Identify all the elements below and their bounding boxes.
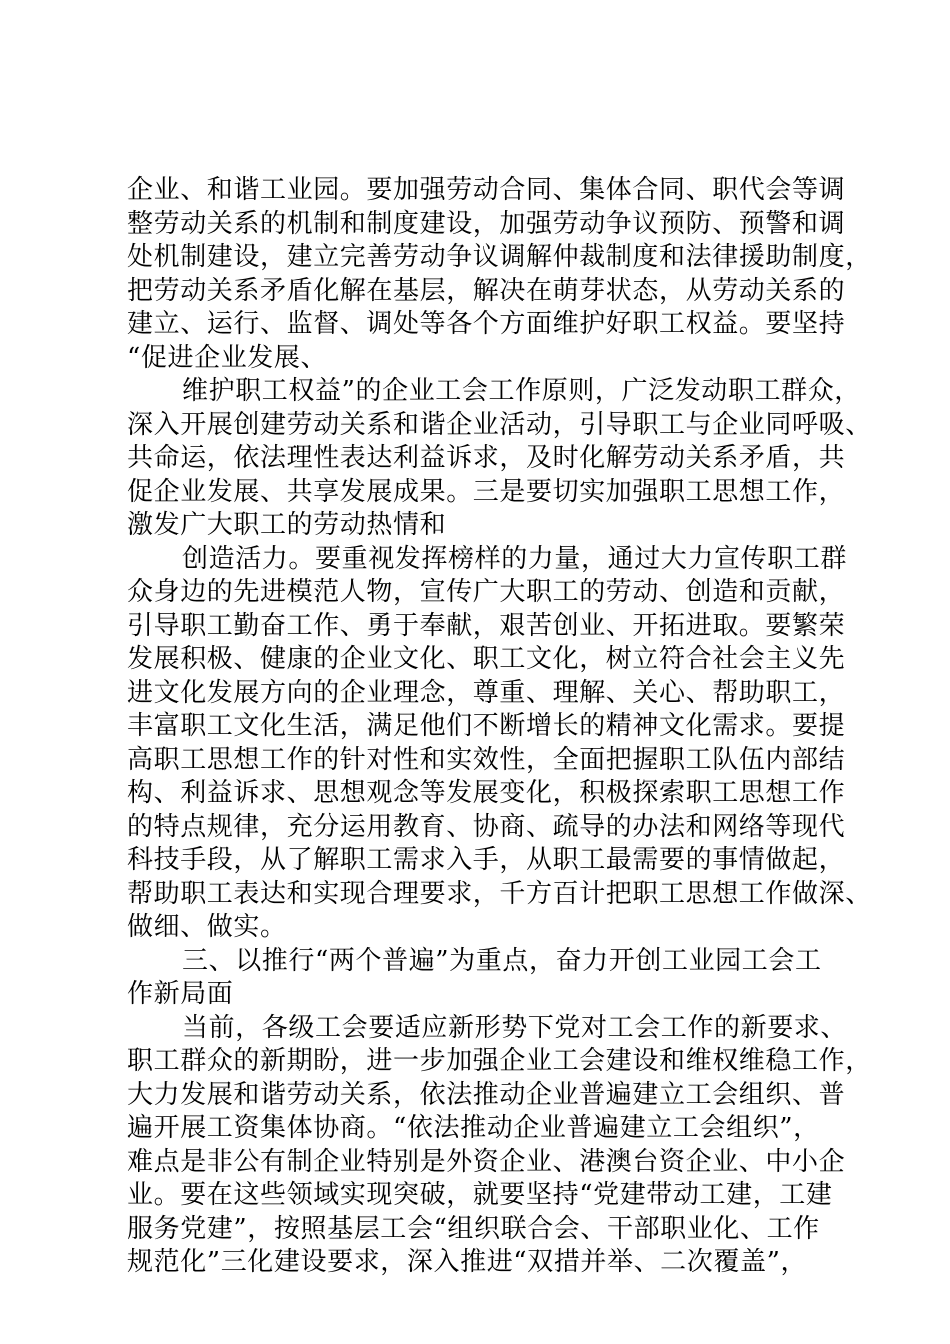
- text-line: 维护职工权益”的企业工会工作原则，广泛发动职工群众，: [182, 376, 861, 406]
- text-line: 把劳动关系矛盾化解在基层，解决在萌芽状态，从劳动关系的: [127, 275, 846, 306]
- text-line: 整劳动关系的机制和制度建设，加强劳动争议预防、预警和调: [127, 208, 846, 239]
- text-line: 处机制建设，建立完善劳动争议调解仲裁制度和法律援助制度，: [127, 242, 872, 272]
- text-line: 进文化发展方向的企业理念，尊重、理解、关心、帮助职工，: [127, 677, 846, 708]
- body-text: [127, 174, 872, 1280]
- text-line: 职工群众的新期盼，进一步加强企业工会建设和维权维稳工作，: [127, 1046, 872, 1076]
- text-line: 三、以推行“两个普遍”为重点，奋力开创工业园工会工: [182, 945, 822, 976]
- text-line: 深入开展创建劳动关系和谐企业活动，引导职工与企业同呼吸、: [127, 409, 872, 440]
- text-line: 科技手段，从了解职工需求入手，从职工最需要的事情做起，: [127, 845, 846, 875]
- text-line: 大力发展和谐劳动关系，依法推动企业普遍建立工会组织、普: [127, 1079, 846, 1110]
- text-line: 众身边的先进模范人物，宣传广大职工的劳动、创造和贡献，: [127, 577, 846, 607]
- text-line: 丰富职工文化生活，满足他们不断增长的精神文化需求。要提: [127, 711, 846, 741]
- text-line: 构、利益诉求、思想观念等发展变化，积极探索职工思想工作: [127, 778, 846, 808]
- text-line: 建立、运行、监督、调处等各个方面维护好职工权益。要坚持: [127, 309, 846, 339]
- text-line: 服务党建”，按照基层工会“组织联合会、干部职业化、工作: [127, 1213, 820, 1244]
- text-line: 发展积极、健康的企业文化、职工文化，树立符合社会主义先: [127, 644, 846, 674]
- text-line: 作新局面: [127, 979, 234, 1009]
- text-line: 遍开展工资集体协商。“依法推动企业普遍建立工会组织”，: [127, 1113, 820, 1143]
- text-line: 当前，各级工会要适应新形势下党对工会工作的新要求、: [182, 1012, 848, 1043]
- text-line: 难点是非公有制企业特别是外资企业、港澳台资企业、中小企: [127, 1146, 846, 1177]
- text-line: 规范化”三化建设要求，深入推进“双措并举、二次覆盖”，: [127, 1247, 808, 1277]
- text-line: 的特点规律，充分运用教育、协商、疏导的办法和网络等现代: [127, 811, 846, 842]
- text-line: 企业、和谐工业园。要加强劳动合同、集体合同、职代会等调: [127, 175, 846, 205]
- text-line: 业。要在这些领域实现突破，就要坚持“党建带动工建，工建: [127, 1180, 833, 1210]
- text-line: 做细、做实。: [127, 912, 287, 942]
- text-line: 共命运，依法理性表达利益诉求，及时化解劳动关系矛盾，共: [127, 443, 846, 473]
- text-line: 帮助职工表达和实现合理要求，千方百计把职工思想工作做深、: [127, 878, 872, 909]
- text-line: 激发广大职工的劳动热情和: [127, 510, 447, 540]
- text-line: 引导职工勤奋工作、勇于奉献，艰苦创业、开拓进取。要繁荣: [127, 610, 846, 641]
- text-line: 促企业发展、共享发展成果。三是要切实加强职工思想工作，: [127, 476, 846, 507]
- text-line: 创造活力。要重视发挥榜样的力量，通过大力宣传职工群: [182, 543, 848, 574]
- text-line: 高职工思想工作的针对性和实效性，全面把握职工队伍内部结: [127, 744, 846, 775]
- text-line: “促进企业发展、: [127, 342, 328, 373]
